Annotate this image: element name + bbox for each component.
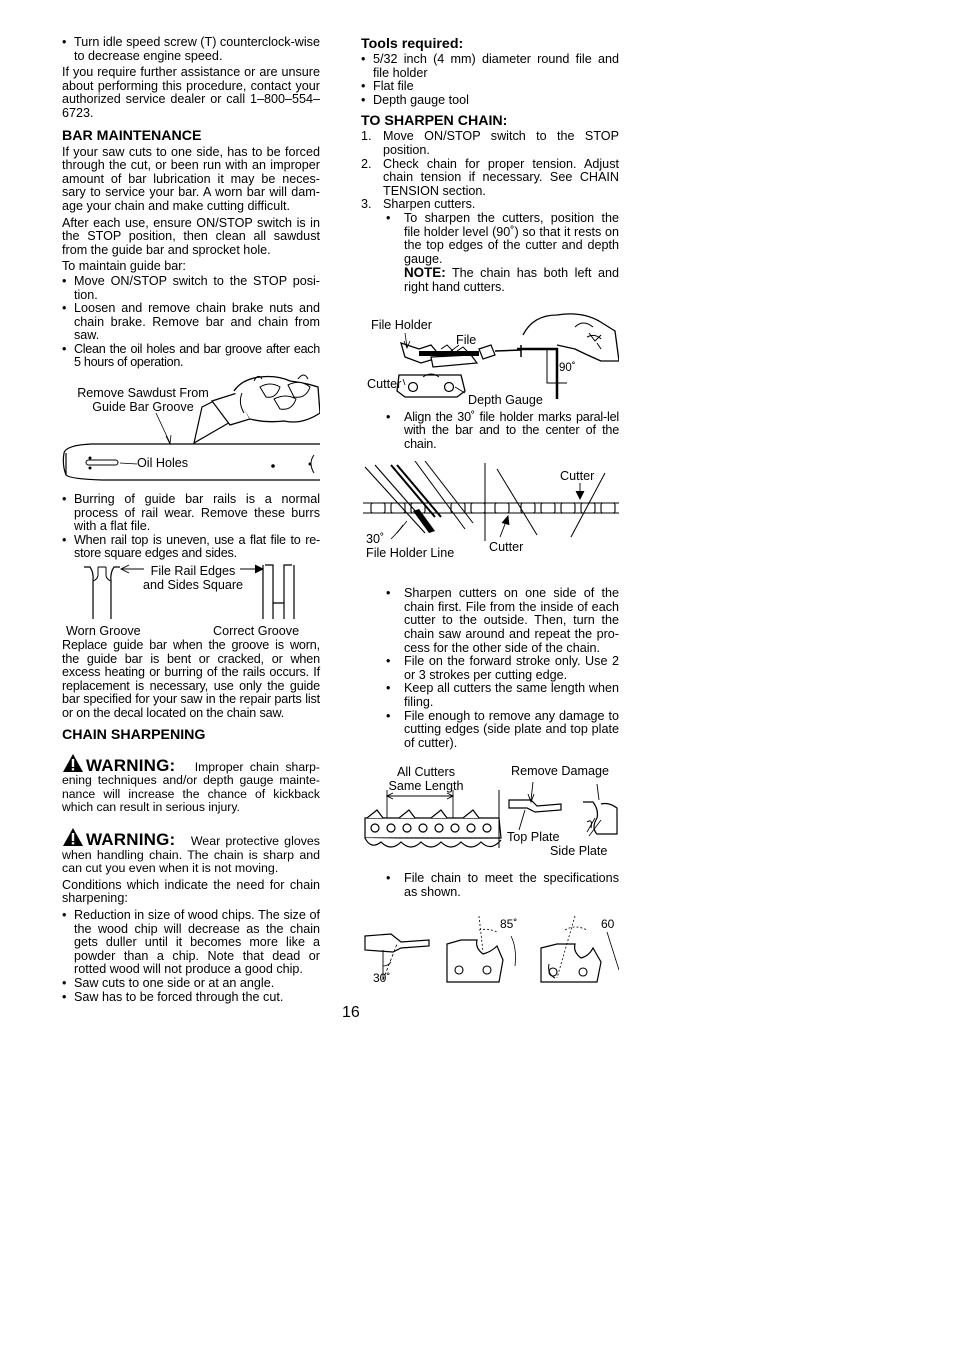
chain-sharpening-heading: CHAIN SHARPENING	[62, 726, 206, 743]
groove-figure	[62, 561, 320, 639]
guide-bar-figure	[62, 373, 320, 491]
warning-triangle-icon	[62, 753, 84, 773]
cutter-bottom-label: Cutter	[489, 540, 524, 555]
conditions-paragraph: Conditions which indicate the need for chain sharpening:	[62, 877, 320, 906]
side-plate-label: Side Plate	[550, 844, 608, 859]
list-item: • Flat file	[361, 80, 619, 94]
tools-heading: Tools required:	[361, 36, 464, 52]
list-item: • Turn idle speed screw (T) counterclock-wise to decrease engine speed.	[62, 36, 320, 63]
warning-2	[62, 827, 320, 876]
oil-holes-label: Oil Holes	[137, 456, 189, 471]
cutter-top-label: Cutter	[560, 469, 595, 484]
step-number: 2.	[361, 156, 372, 171]
list-item: • To sharpen the cutters, position the file holder level (90˚) so that it rests on the top edges of the cutter and depth gauge.	[404, 212, 619, 266]
angle-90-label: 90˚	[559, 361, 576, 374]
list-item: • Saw cuts to one side or at an angle.	[62, 977, 320, 991]
depth-gauge-label: Depth Gauge	[468, 392, 543, 407]
sharpen-tips-list	[361, 587, 619, 750]
top-plate-label: Top Plate	[507, 830, 560, 845]
step-item	[361, 130, 619, 157]
left-column	[62, 36, 320, 1007]
list-item: • File on the forward stroke only. Use 2 or 3 strokes per cutting edge.	[404, 655, 619, 682]
angle-30-label: 30˚	[366, 532, 385, 547]
bar-paragraph-1: If your saw cuts to one side, has to be forced through the cut, or been run with an improper amount of bar lubrication it may be neces-sary to service your bar. A worn bar will dam-age your chain and make cutting difficult.	[62, 144, 320, 213]
list-item: • Burring of guide bar rails is a normal process of rail wear. Remove these burrs with a flat file.	[62, 493, 320, 534]
sawdust-label: Remove Sawdust From Guide Bar Groove	[77, 386, 209, 415]
note-label: NOTE:	[404, 265, 446, 281]
list-item: • Keep all cutters the same length when filing.	[404, 682, 619, 709]
conditions-list	[62, 909, 320, 1004]
angle-85-spec-label: 85˚	[500, 916, 518, 931]
remove-damage-label: Remove Damage	[511, 764, 609, 779]
list-item: • File enough to remove any damage to cutting edges (side plate and top plate of cutter).	[404, 710, 619, 751]
sharpen-heading: TO SHARPEN CHAIN:	[361, 113, 508, 130]
cutter-label: Cutter	[367, 376, 402, 391]
list-item: • When rail top is uneven, use a flat file to re-store square edges and sides.	[62, 534, 320, 561]
step3-list	[361, 212, 619, 266]
file-angle-figure	[361, 461, 619, 571]
step-text: Check chain for proper tension. Adjust chain tension if necessary. See CHAIN TENSION section.	[383, 156, 619, 198]
right-column	[361, 36, 619, 988]
align-list	[361, 411, 619, 452]
spec-list	[361, 872, 619, 899]
bar-paragraph-3: To maintain guide bar:	[62, 259, 186, 274]
warning-1-title: WARNING:	[86, 755, 176, 775]
tools-list	[361, 53, 619, 107]
step-number: 3.	[361, 197, 372, 212]
note-text: The chain has both left and right hand cutters.	[404, 266, 619, 294]
file-rail-label: File Rail Edges and Sides Square	[142, 564, 244, 593]
bar-paragraph-2: After each use, ensure ON/STOP switch is in the STOP position, then clean all sawdust from the guide bar and sprocket hole.	[62, 215, 320, 257]
all-cutters-label: All Cutters Same Length	[388, 765, 464, 794]
list-item: • Clean the oil holes and bar groove after each 5 hours of operation.	[62, 343, 320, 370]
sharpen-steps	[361, 130, 619, 212]
angle-30-spec-label: 30˚	[373, 970, 391, 985]
list-item: • Move ON/STOP switch to the STOP posi-tion.	[62, 275, 320, 302]
warning-2-title: WARNING:	[86, 829, 176, 849]
file-holder-line-label: File Holder Line	[366, 546, 455, 561]
assistance-paragraph: If you require further assistance or are unsure about performing this procedure, contact your authorized service dealer or call 1–800–554–6723.	[62, 65, 320, 120]
step-item	[361, 158, 619, 199]
bar-maintenance-heading: BAR MAINTENANCE	[62, 127, 202, 144]
file-holder-label: File Holder	[371, 317, 432, 332]
file-label: File	[456, 332, 477, 347]
angle-spec-illustration	[361, 908, 619, 988]
warning-1	[62, 753, 320, 815]
page-number: 16	[342, 1004, 360, 1021]
bar-steps-list	[62, 275, 320, 370]
list-item: • 5/32 inch (4 mm) diameter round file and file holder	[361, 53, 619, 80]
list-item: • File chain to meet the specifications as shown.	[404, 872, 619, 899]
step-item	[361, 198, 619, 212]
step-text: Move ON/STOP switch to the STOP position.	[383, 129, 619, 157]
cutter-damage-figure	[361, 756, 619, 868]
worn-groove-label: Worn Groove	[66, 624, 141, 639]
note-paragraph	[361, 266, 619, 294]
list-item: • Saw has to be forced through the cut.	[62, 991, 320, 1005]
list-item: • Sharpen cutters on one side of the chain first. File from the inside of each cutter to the outside. Then, turn the chain saw around and repeat the pro-cess for the other side of the chain.	[404, 587, 619, 655]
step-text: Sharpen cutters.	[383, 197, 476, 212]
warning-2-text: Wear protective gloves when handling chain. The chain is sharp and can cut you even when it is not moving.	[62, 833, 320, 876]
step-number: 1.	[361, 129, 372, 144]
burring-list	[62, 493, 320, 561]
list-item: • Reduction in size of wood chips. The size of the wood chip will decrease as the chain gets duller until it becomes more like a powder than a chip. Note that dead or rotted wood will not produce a good chip.	[62, 909, 320, 977]
intro-list	[62, 36, 320, 63]
angle-spec-figure	[361, 908, 619, 988]
warning-1-text: Improper chain sharp-ening techniques and/or depth gauge mainte-nance will increase the chance of kickback which can result in serious injury.	[62, 759, 320, 815]
warning-triangle-icon	[62, 827, 84, 847]
angle-60-spec-label: 60	[601, 916, 615, 931]
file-holder-figure	[361, 305, 619, 409]
list-item: • Loosen and remove chain brake nuts and chain brake. Remove bar and chain from saw.	[62, 302, 320, 343]
bar-paragraph-4: Replace guide bar when the groove is worn, the guide bar is bent or cracked, or when excess heating or burring of the rails occurs. If replacement is necessary, use only the guide bar specified for your saw in the repair parts list or on the decal located on the chain saw.	[62, 638, 320, 720]
list-item: • Align the 30˚ file holder marks paral-lel with the bar and to the center of the chain.	[404, 411, 619, 452]
correct-groove-label: Correct Groove	[213, 624, 300, 639]
list-item: • Depth gauge tool	[361, 94, 619, 108]
